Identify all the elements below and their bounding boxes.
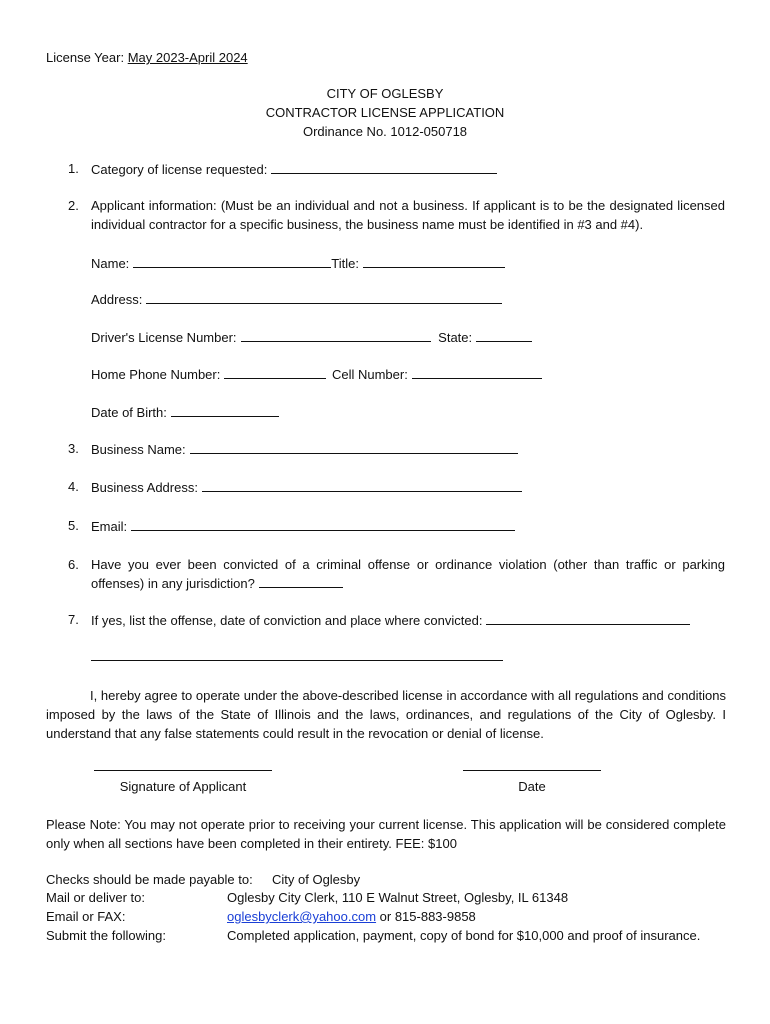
- payable-value: City of Oglesby: [272, 872, 361, 887]
- email-field[interactable]: [131, 518, 515, 531]
- submit-value: Completed application, payment, copy of bond for $10,000 and proof of insurance.: [227, 928, 701, 943]
- name-field[interactable]: [133, 255, 331, 268]
- name-title-row: [91, 255, 505, 272]
- business-name-label: Business Name:: [91, 442, 186, 457]
- header-title: CONTRACTOR LICENSE APPLICATION: [265, 105, 505, 120]
- dob-label: Date of Birth:: [91, 405, 167, 420]
- item-2-number: 2.: [68, 198, 79, 213]
- item-5: [91, 518, 515, 535]
- item-4: [91, 479, 522, 496]
- license-year-label: License Year:: [46, 50, 125, 65]
- item-1-number: 1.: [68, 161, 79, 176]
- date-label: Date: [518, 779, 546, 794]
- agreement-text: I, hereby agree to operate under the above-described license in accordance with all regulations and conditions imposed by the laws of the State of Illinois and the laws, ordinances, and regulations of the City of Oglesby. I understand that any false statements could result in the revocation or denial of license.: [46, 688, 726, 741]
- header-ordinance: Ordinance No. 1012-050718: [302, 124, 468, 139]
- title-field[interactable]: [363, 255, 505, 268]
- offense-field[interactable]: [486, 612, 690, 625]
- item-6-number: 6.: [68, 557, 79, 572]
- mail-label: Mail or deliver to:: [46, 890, 145, 905]
- submit-label: Submit the following:: [46, 928, 166, 943]
- signature-line[interactable]: [94, 770, 272, 771]
- signature-label: Signature of Applicant: [119, 779, 247, 794]
- home-phone-field[interactable]: [224, 366, 326, 379]
- state-label: State:: [438, 330, 473, 345]
- category-label: Category of license requested:: [91, 162, 268, 177]
- business-address-label: Business Address:: [91, 480, 198, 495]
- date-line[interactable]: [463, 770, 601, 771]
- payable-label: Checks should be made payable to:: [46, 872, 253, 887]
- conviction-answer-field[interactable]: [259, 575, 343, 588]
- email-fax-label: Email or FAX:: [46, 909, 126, 924]
- license-year-value: May 2023-April 2024: [127, 50, 248, 65]
- drivers-license-label: Driver's License Number:: [91, 330, 237, 345]
- address-row: [91, 291, 502, 308]
- cell-field[interactable]: [412, 366, 542, 379]
- home-phone-label: Home Phone Number:: [91, 367, 221, 382]
- business-name-field[interactable]: [190, 441, 518, 454]
- item-3-number: 3.: [68, 441, 79, 456]
- offense-label: If yes, list the offense, date of conviction and place where convicted:: [91, 613, 483, 628]
- applicant-info-text: Applicant information: (Must be an individual and not a business. If applicant is to be the designated licensed individual contractor for a specific business, the business name must be identified in #3 and #4).: [91, 198, 725, 232]
- clerk-email-link[interactable]: oglesbyclerk@yahoo.com: [227, 909, 377, 924]
- dob-row: [91, 404, 279, 421]
- title-label: Title:: [331, 256, 359, 271]
- name-label: Name:: [91, 256, 130, 271]
- drivers-license-field[interactable]: [241, 329, 431, 342]
- email-fax-value: [227, 909, 476, 925]
- item-4-number: 4.: [68, 479, 79, 494]
- please-note: Please Note: You may not operate prior to receiving your current license. This application will be considered complete only when all sections have been completed in their entirety. FEE: $100: [46, 817, 726, 851]
- cell-label: Cell Number:: [331, 367, 408, 382]
- business-address-field[interactable]: [202, 479, 522, 492]
- offense-field-line-2[interactable]: [91, 660, 503, 661]
- license-state-row: [91, 329, 532, 346]
- item-7: [91, 612, 690, 629]
- fax-number: or 815-883-9858: [376, 909, 476, 924]
- address-label: Address:: [91, 292, 143, 307]
- header-city: CITY OF OGLESBY: [326, 86, 444, 101]
- item-5-number: 5.: [68, 518, 79, 533]
- state-field[interactable]: [476, 329, 532, 342]
- item-6: [91, 555, 725, 593]
- address-field[interactable]: [146, 291, 502, 304]
- category-field[interactable]: [271, 161, 497, 174]
- item-7-number: 7.: [68, 612, 79, 627]
- item-1: [91, 161, 497, 178]
- conviction-question: Have you ever been convicted of a criminal offense or ordinance violation (other than traffic or parking offenses) in any jurisdiction?: [91, 557, 725, 591]
- email-label: Email:: [91, 519, 128, 534]
- item-3: [91, 441, 518, 458]
- phone-row: [91, 366, 542, 383]
- license-year: [46, 50, 248, 66]
- mail-value: Oglesby City Clerk, 110 E Walnut Street, Oglesby, IL 61348: [227, 890, 569, 905]
- dob-field[interactable]: [171, 404, 279, 417]
